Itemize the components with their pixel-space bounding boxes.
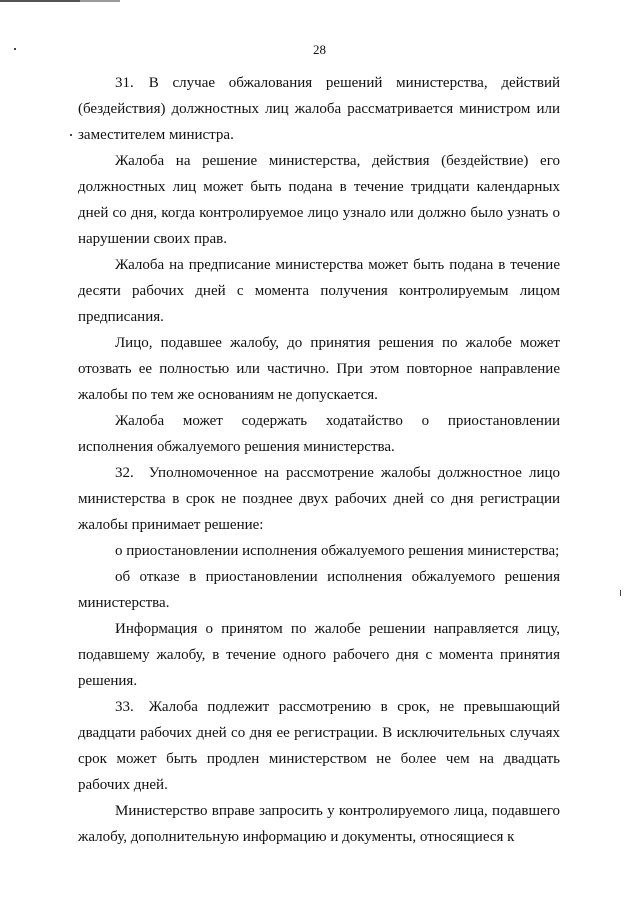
paragraph-31: 31. В случае обжалования решений министерства, действий (бездействия) должностных лиц жалоба рассматривается министром или заместителем министра. (78, 75, 560, 143)
paragraph-33: 33. Жалоба подлежит рассмотрению в срок, не превышающий двадцати рабочих дней со дня ее регистрации. В исключительных случаях срок может быть продлен министерством не более чем на двадцать рабочих дней. (78, 699, 560, 793)
document-body (78, 70, 560, 850)
paragraph: Жалоба может содержать ходатайство о приостановлении исполнения обжалуемого решения министерства. (78, 413, 560, 455)
list-item: об отказе в приостановлении исполнения обжалуемого решения министерства. (78, 569, 560, 611)
scan-speck (70, 134, 72, 136)
paragraph: Информация о принятом по жалобе решении направляется лицу, подавшему жалобу, в течение одного рабочего дня с момента принятия решения. (78, 621, 560, 689)
list-item: о приостановлении исполнения обжалуемого решения министерства; (115, 543, 560, 559)
paragraph: Жалоба на предписание министерства может быть подана в течение десяти рабочих дней с момента получения контролируемым лицом предписания. (78, 257, 560, 325)
paragraph: Жалоба на решение министерства, действия (бездействие) его должностных лиц может быть подана в течение тридцати календарных дней со дня, когда контролируемое лицо узнало или должно было узнать о нарушении своих прав. (78, 153, 560, 247)
paragraph: Лицо, подавшее жалобу, до принятия решения по жалобе может отозвать ее полностью или частично. При этом повторное направление жалобы по тем же основаниям не допускается. (78, 335, 560, 403)
scan-speck (620, 590, 621, 596)
paragraph: Министерство вправе запросить у контролируемого лица, подавшего жалобу, дополнительную информацию и документы, относящиеся к (78, 803, 560, 845)
paragraph-32: 32. Уполномоченное на рассмотрение жалобы должностное лицо министерства в срок не позднее двух рабочих дней со дня регистрации жалобы принимает решение: (78, 465, 560, 533)
scan-artifact-top-line (0, 0, 120, 2)
page-number: 28 (313, 42, 326, 57)
